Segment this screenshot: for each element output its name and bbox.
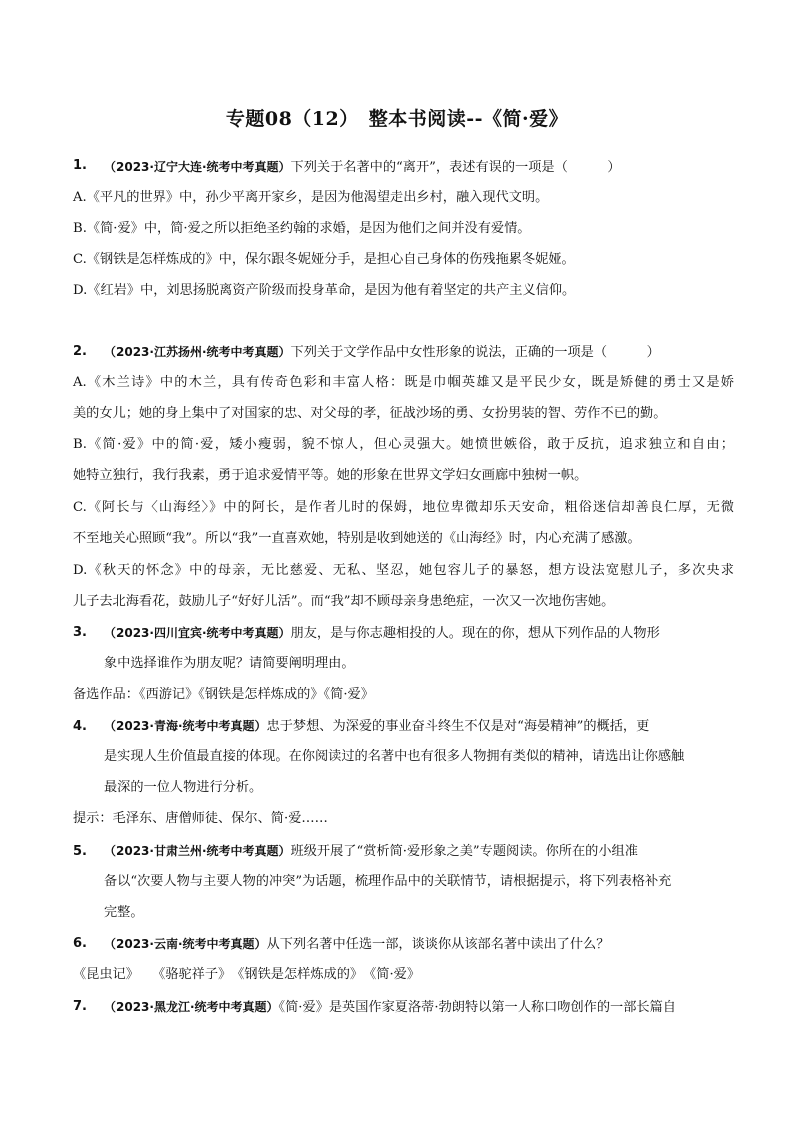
option-line: A.《平凡的世界》中，孙少平离开家乡，是因为他渴望走出乡村，融入现代文明。 <box>73 190 549 205</box>
question-text: 忠于梦想、为深爱的事业奋斗终生不仅是对“海晏精神”的概括，更 <box>266 719 650 734</box>
question-text: 从下列名著中任选一部，谈谈你从该部名著中读出了什么？ <box>266 937 610 952</box>
question-stem <box>104 623 734 644</box>
question-number: 6. <box>73 936 87 951</box>
question-number: 2. <box>73 344 87 359</box>
question-number: 3. <box>73 625 87 640</box>
question-source: （2023·黑龙江·统考中考真题） <box>104 1000 279 1014</box>
question-stem <box>104 716 734 737</box>
question-source: （2023·四川宜宾·统考中考真题） <box>104 626 291 640</box>
option-line: B.《简·爱》中的简·爱，矮小瘦弱，貌不惊人，但心灵强大。她愤世嫉俗，敢于反抗，追求独立和自由； <box>73 437 734 452</box>
option-line: A.《木兰诗》中的木兰，具有传奇色彩和丰富人格：既是巾帼英雄又是平民少女，既是矫健的勇士又是娇 <box>73 375 734 390</box>
question-text-cont: 备以“次要人物与主要人物的冲突”为话题，梳理作品中的关联情节，请根据提示，将下列表格补充 <box>104 874 672 889</box>
question-number: 7. <box>73 999 87 1014</box>
question-text-cont: 最深的一位人物进行分析。 <box>104 780 263 795</box>
question-stem <box>104 342 734 363</box>
question-source: （2023·青海·统考中考真题） <box>104 719 267 733</box>
option-line: 儿子去北海看花，鼓励儿子“好好儿活”。而“我”却不顾母亲身患绝症，一次又一次地伤害她。 <box>73 594 615 609</box>
question-text: 下列关于文学作品中女性形象的说法，正确的一项是（ ） <box>290 345 660 360</box>
question-stem <box>104 841 734 862</box>
question-text: 下列关于名著中的“离开”，表述有误的一项是（ ） <box>290 160 621 175</box>
option-line: D.《秋天的怀念》中的母亲，无比慈爱、无私、坚忍，她包容儿子的暴怒，想方设法宽慰儿子，多次央求 <box>73 563 734 578</box>
question-extra: 提示：毛泽东、唐僧师徒、保尔、简·爱…… <box>73 811 328 826</box>
question-text: 朋友，是与你志趣相投的人。现在的你，想从下列作品的人物形 <box>290 626 660 641</box>
option-line: C.《钢铁是怎样炼成的》中，保尔跟冬妮娅分手，是担心自己身体的伤残拖累冬妮娅。 <box>73 252 575 267</box>
question-text-cont: 象中选择谁作为朋友呢？请简要阐明理由。 <box>104 656 355 671</box>
question-text: 《简·爱》是英国作家夏洛蒂·勃朗特以第一人称口吻创作的一部长篇自 <box>278 1000 676 1015</box>
question-number: 4. <box>73 719 87 734</box>
question-stem <box>104 997 734 1018</box>
question-source: （2023·甘肃兰州·统考中考真题） <box>104 844 291 858</box>
option-line: B.《简·爱》中，简·爱之所以拒绝圣约翰的求婚，是因为他们之间并没有爱情。 <box>73 221 531 236</box>
page-title: 专题08（12） 整本书阅读--《简·爱》 <box>225 108 569 130</box>
question-stem <box>104 934 734 955</box>
question-text: 班级开展了“赏析简·爱形象之美”专题阅读。你所在的小组准 <box>290 844 638 859</box>
option-line: 她特立独行，我行我素，勇于追求爱情平等。她的形象在世界文学妇女画廊中独树一帜。 <box>73 468 588 483</box>
question-extra: 备选作品：《西游记》《钢铁是怎样炼成的》《简·爱》 <box>73 687 374 702</box>
question-source: （2023·江苏扬州·统考中考真题） <box>104 345 291 359</box>
question-source: （2023·辽宁大连·统考中考真题） <box>104 160 291 174</box>
question-number: 5. <box>73 844 87 859</box>
question-stem <box>104 157 734 178</box>
question-number: 1. <box>73 158 87 173</box>
option-line: 不至地关心照顾“我”。所以“我”一直喜欢她，特别是收到她送的《山海经》时，内心充满了感激。 <box>73 531 641 546</box>
option-line: C.《阿长与〈山海经〉》中的阿长，是作者儿时的保姆，地位卑微却乐天安命，粗俗迷信却善良仁厚，无微 <box>73 500 734 515</box>
question-text-cont: 是实现人生价值最直接的体现。在你阅读过的名著中也有很多人物拥有类似的精神，请选出让你感触 <box>104 749 685 764</box>
option-line: D.《红岩》中，刘思扬脱离资产阶级而投身革命，是因为他有着坚定的共产主义信仰。 <box>73 283 576 298</box>
question-extra: 《昆虫记》 《骆驼祥子》 《钢铁是怎样炼成的》 《简·爱》 <box>73 967 421 982</box>
question-source: （2023·云南·统考中考真题） <box>104 937 267 951</box>
option-line: 美的女儿；她的身上集中了对国家的忠、对父母的孝，征战沙场的勇、女扮男装的智、劳作不已的勤。 <box>73 406 667 421</box>
question-text-cont: 完整。 <box>104 905 144 920</box>
